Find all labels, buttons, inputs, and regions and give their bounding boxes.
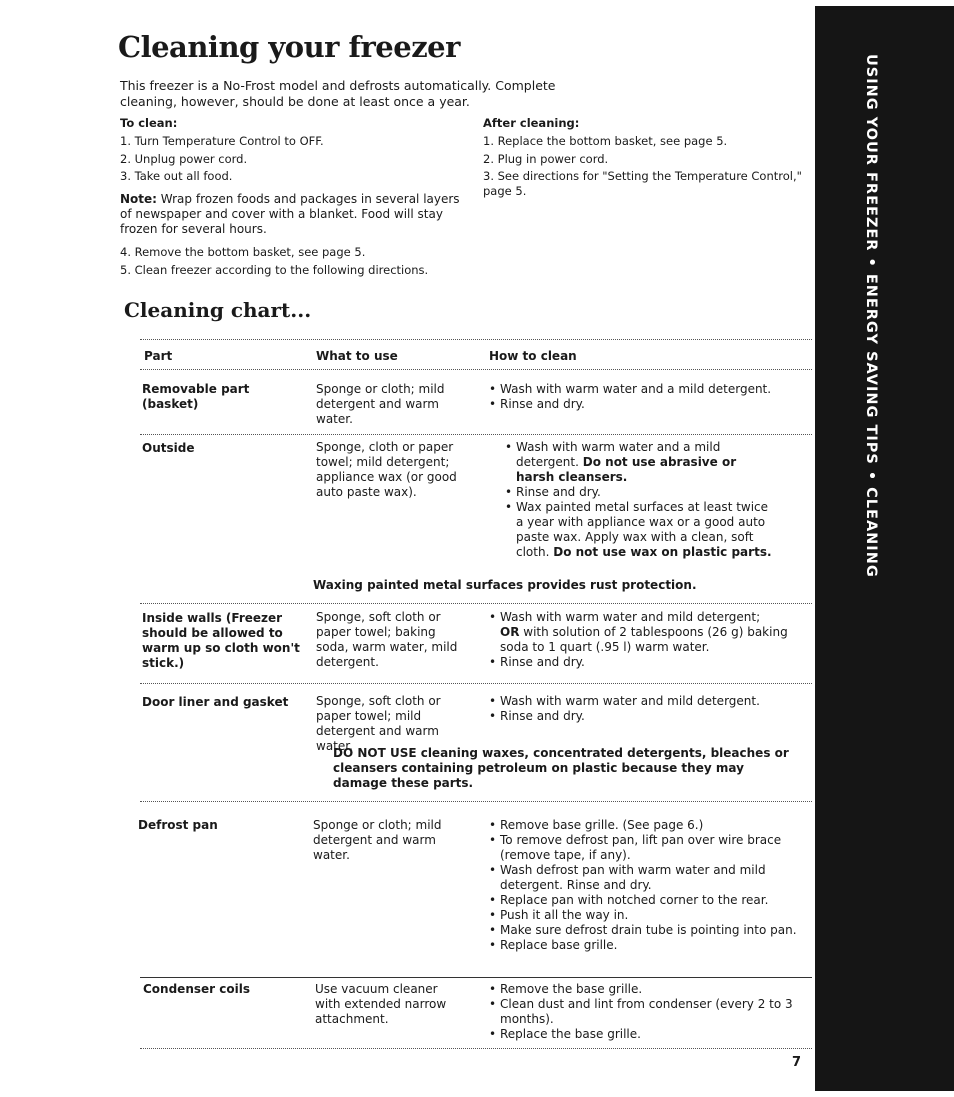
divider [140, 369, 812, 370]
step: 1. Turn Temperature Control to OFF. [120, 134, 324, 148]
to-clean-steps-after [120, 245, 480, 277]
row-part-basket: Removable part (basket) [142, 382, 250, 411]
header-part: Part [144, 349, 173, 363]
sidebar-label: USING YOUR FREEZER • ENERGY SAVING TIPS • CLEANING [863, 54, 879, 578]
intro-text: This freezer is a No-Frost model and defrosts automatically. Complete cleaning, however, should be done at least once a year. [120, 78, 556, 109]
row-part-outside: Outside [142, 441, 195, 455]
divider [140, 977, 812, 978]
chart-title: Cleaning chart... [124, 298, 312, 322]
list-item [505, 440, 775, 485]
step: 4. Remove the bottom basket, see page 5. [120, 245, 366, 259]
divider [140, 434, 812, 435]
text: Wax painted metal surfaces at least twice a year with appliance wax or a good auto paste wax. Apply wax with a clean, soft cloth. [516, 500, 769, 559]
list-item: • Wash with warm water and a mild detergent. [489, 382, 809, 397]
list-item: • Replace base grille. [489, 938, 799, 953]
step: 5. Clean freezer according to the following directions. [120, 262, 429, 277]
note [120, 192, 460, 237]
divider [140, 603, 812, 604]
row-what-door-liner: Sponge, soft cloth or paper towel; mild detergent and warm water. [316, 694, 441, 753]
list-item: • Replace the base grille. [489, 1027, 799, 1042]
list-item: • Rinse and dry. [505, 485, 775, 500]
list-item: • Replace pan with notched corner to the rear. [489, 893, 799, 908]
list-item: • Remove the base grille. [489, 982, 799, 997]
list-item: • Wash defrost pan with warm water and mild detergent. Rinse and dry. [489, 863, 799, 893]
list-item: • Make sure defrost drain tube is pointing into pan. [489, 923, 799, 938]
note-label: Note: [120, 192, 157, 206]
text: Wash with warm water and a mild detergent. [516, 440, 721, 469]
text: Wash with warm water and mild detergent; [500, 610, 761, 624]
list-item: • Rinse and dry. [489, 709, 807, 724]
row-how-outside [505, 440, 775, 560]
note-text: Wrap frozen foods and packages in several layers of newspaper and cover with a blanket. Food will stay frozen for several hours. [120, 192, 460, 236]
step: 3. See directions for "Setting the Temperature Control," page 5. [483, 169, 802, 198]
after-cleaning-heading: After cleaning: [483, 116, 580, 130]
row-what-outside: Sponge, cloth or paper towel; mild detergent; appliance wax (or good auto paste wax). [316, 440, 457, 499]
or-text: OR [500, 625, 520, 639]
list-item: • Wash with warm water and mild detergent. [489, 694, 807, 709]
step: 2. Unplug power cord. [120, 151, 248, 166]
sidebar-band [815, 6, 954, 1091]
rust-note: Waxing painted metal surfaces provides rust protection. [313, 578, 697, 592]
page-title: Cleaning your freezer [118, 30, 460, 64]
list-item: • Clean dust and lint from condenser (every 2 to 3 months). [489, 997, 799, 1027]
header-what: What to use [316, 349, 398, 363]
list-item: • Push it all the way in. [489, 908, 799, 923]
text: with solution of 2 tablespoons (26 g) baking soda to 1 quart (.95 l) warm water. [500, 625, 788, 654]
header-how: How to clean [489, 349, 577, 363]
row-how-basket [489, 382, 809, 412]
row-part-condenser-coils: Condenser coils [143, 982, 250, 996]
row-how-condenser-coils [489, 982, 799, 1042]
divider [140, 339, 812, 340]
divider [140, 801, 812, 802]
step: 1. Replace the bottom basket, see page 5. [483, 134, 728, 148]
section-sidebar [815, 0, 954, 1097]
list-item [489, 610, 807, 655]
step: 3. Take out all food. [120, 169, 233, 183]
row-what-basket: Sponge or cloth; mild detergent and warm water. [316, 382, 445, 426]
list-item: • Rinse and dry. [489, 655, 807, 670]
list-item: • To remove defrost pan, lift pan over wire brace (remove tape, if any). [489, 833, 799, 863]
divider [140, 1048, 812, 1049]
row-how-inside-walls [489, 610, 807, 670]
list-item: • Remove base grille. (See page 6.) [489, 818, 799, 833]
row-what-defrost-pan: Sponge or cloth; mild detergent and warm water. [313, 818, 442, 862]
page-number: 7 [792, 1055, 802, 1070]
row-how-door-liner [489, 694, 807, 724]
step: 2. Plug in power cord. [483, 151, 609, 166]
row-part-door-liner: Door liner and gasket [142, 695, 289, 709]
warning-text: Do not use wax on plastic parts. [553, 545, 772, 559]
plastic-warning: DO NOT USE cleaning waxes, concentrated detergents, bleaches or cleansers containing petroleum on plastic because they may damage these parts. [333, 746, 789, 790]
to-clean-heading: To clean: [120, 116, 178, 130]
row-what-inside-walls: Sponge, soft cloth or paper towel; baking soda, warm water, mild detergent. [316, 610, 458, 669]
row-part-defrost-pan: Defrost pan [138, 818, 218, 832]
list-item: • Rinse and dry. [489, 397, 809, 412]
row-how-defrost-pan [489, 818, 799, 953]
row-what-condenser-coils: Use vacuum cleaner with extended narrow attachment. [315, 982, 447, 1026]
to-clean-steps [120, 134, 470, 184]
list-item [505, 500, 775, 560]
divider [140, 683, 812, 684]
after-cleaning-steps [483, 134, 813, 198]
warning-text: Do not use abrasive or harsh cleansers. [516, 455, 737, 484]
row-part-inside-walls: Inside walls (Freezer should be allowed to warm up so cloth won't stick.) [142, 611, 300, 670]
